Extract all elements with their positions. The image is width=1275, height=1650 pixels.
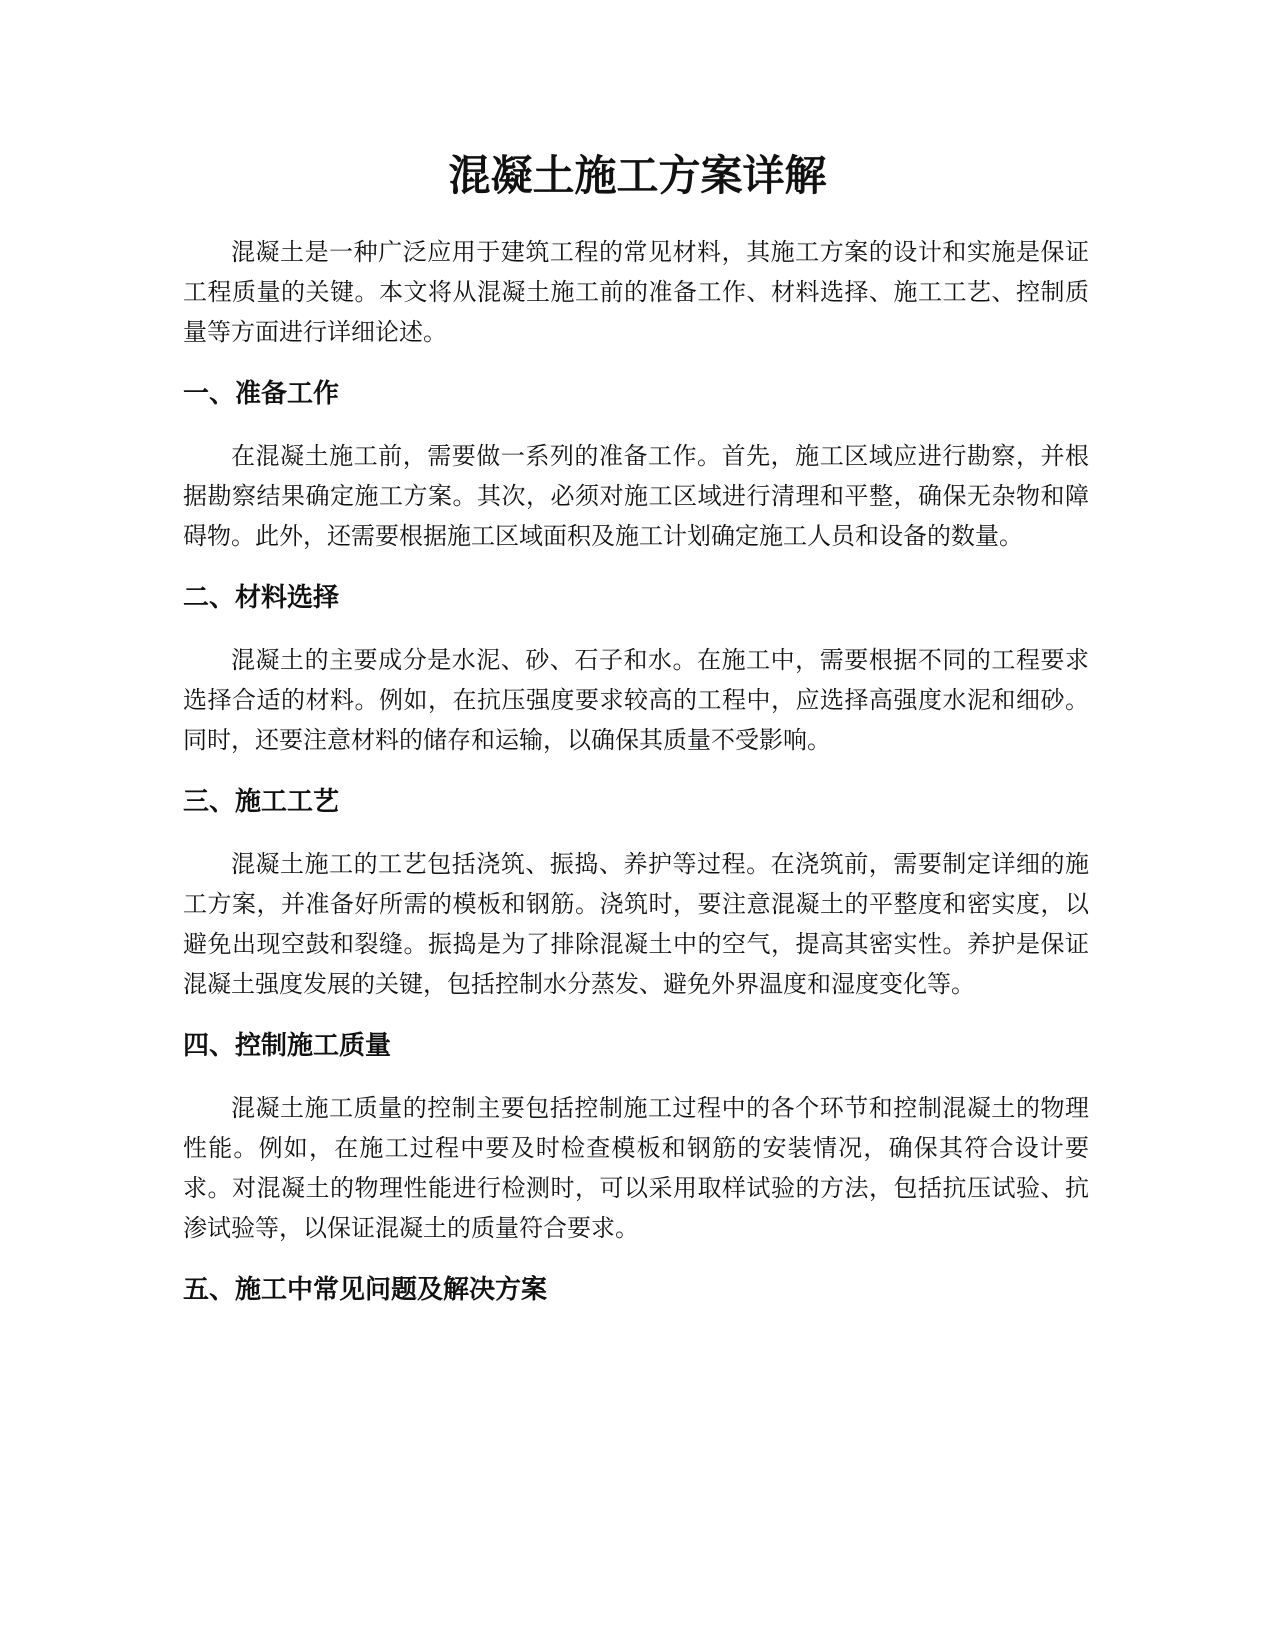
- document-body: [183, 232, 1089, 1310]
- section-heading-process: 三、施工工艺: [183, 787, 340, 817]
- section-body-process: 混凝土施工的工艺包括浇筑、振捣、养护等过程。在浇筑前，需要制定详细的施工方案，并准备好所需的模板和钢筋。浇筑时，要注意混凝土的平整度和密实度，以避免出现空鼓和裂缝。振捣是为了排除混凝土中的空气，提高其密实性。养护是保证混凝土强度发展的关键，包括控制水分蒸发、避免外界温度和湿度变化等。: [183, 850, 1089, 998]
- section-heading-problems: 五、施工中常见问题及解决方案: [183, 1275, 548, 1305]
- section-body-materials: 混凝土的主要成分是水泥、砂、石子和水。在施工中，需要根据不同的工程要求选择合适的材料。例如，在抗压强度要求较高的工程中，应选择高强度水泥和细砂。同时，还要注意材料的储存和运输，以确保其质量不受影响。: [183, 646, 1089, 754]
- intro-paragraph: 混凝土是一种广泛应用于建筑工程的常见材料，其施工方案的设计和实施是保证工程质量的关键。本文将从混凝土施工前的准备工作、材料选择、施工工艺、控制质量等方面进行详细论述。: [183, 238, 1089, 346]
- section-heading-materials: 二、材料选择: [183, 583, 340, 613]
- section-body-quality: 混凝土施工质量的控制主要包括控制施工过程中的各个环节和控制混凝土的物理性能。例如，在施工过程中要及时检查模板和钢筋的安装情况，确保其符合设计要求。对混凝土的物理性能进行检测时，可以采用取样试验的方法，包括抗压试验、抗渗试验等，以保证混凝土的质量符合要求。: [183, 1094, 1089, 1242]
- section-heading-preparation: 一、准备工作: [183, 379, 340, 409]
- section-body-preparation: 在混凝土施工前，需要做一系列的准备工作。首先，施工区域应进行勘察，并根据勘察结果确定施工方案。其次，必须对施工区域进行清理和平整，确保无杂物和障碍物。此外，还需要根据施工区域面积及施工计划确定施工人员和设备的数量。: [183, 442, 1089, 550]
- section-heading-quality: 四、控制施工质量: [183, 1031, 392, 1061]
- document-title: 混凝土施工方案详解: [448, 151, 827, 200]
